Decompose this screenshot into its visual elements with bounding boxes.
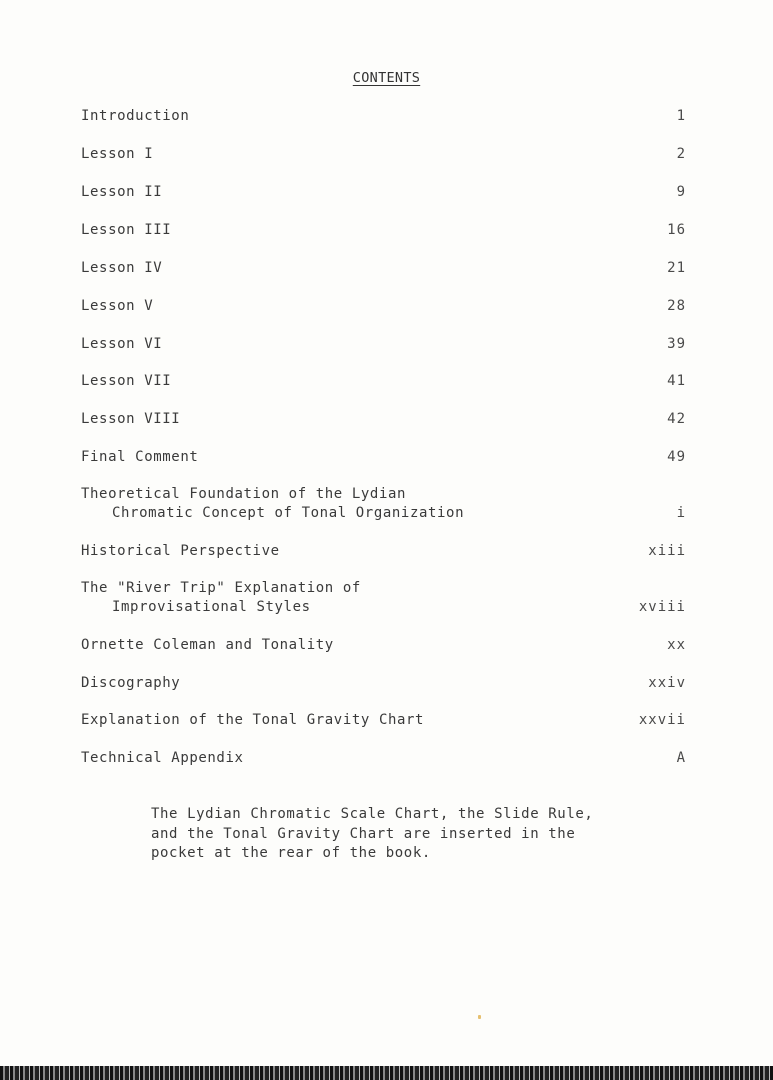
toc-page-number: 1: [676, 108, 686, 124]
toc-entry-final-comment: [81, 448, 686, 467]
toc-page-number: xxiv: [648, 675, 686, 691]
toc-entry-label: Ornette Coleman and Tonality: [81, 637, 334, 653]
toc-page-number: xxvii: [638, 712, 686, 728]
toc-entry-lesson-3: [81, 221, 686, 240]
toc-entry-label: Lesson V: [81, 298, 154, 314]
toc-entry-introduction: [81, 107, 686, 126]
toc-page-number: i: [676, 505, 686, 521]
toc-entry-lesson-1: [81, 145, 686, 164]
paper-speck: [478, 1015, 481, 1019]
toc-page-number: 21: [667, 260, 686, 276]
toc-page-number: xviii: [638, 599, 686, 615]
toc-page-number: 9: [676, 184, 686, 200]
toc-page-number: 49: [667, 449, 686, 465]
toc-entry-label: Discography: [81, 675, 181, 691]
toc-entry-label: Lesson VII: [81, 373, 172, 389]
toc-entry-label: Lesson I: [81, 146, 154, 162]
toc-entry-lesson-4: [81, 259, 686, 278]
toc-page-number: 42: [667, 411, 686, 427]
toc-entry-ornette-coleman: [81, 636, 686, 655]
toc-entry-label: Lesson VI: [81, 336, 163, 352]
toc-entry-label: Lesson IV: [81, 260, 163, 276]
toc-entry-lesson-2: [81, 183, 686, 202]
scan-edge-border: [0, 1066, 773, 1080]
toc-entry-river-trip: [81, 579, 686, 617]
toc-entry-lesson-6: [81, 335, 686, 354]
toc-entry-tonal-gravity-chart: [81, 711, 686, 730]
toc-page-number: 16: [667, 222, 686, 238]
note-line: The Lydian Chromatic Scale Chart, the Slide Rule,: [151, 806, 594, 822]
toc-entry-lesson-5: [81, 297, 686, 316]
toc-entry-label: Lesson VIII: [81, 411, 181, 427]
toc-entry-label: Lesson III: [81, 222, 172, 238]
contents-heading-text: CONTENTS: [352, 70, 421, 86]
toc-entry-lesson-7: [81, 372, 686, 391]
toc-entry-discography: [81, 674, 686, 693]
toc-page-number: 41: [667, 373, 686, 389]
toc-entry-label-continued: Chromatic Concept of Tonal Organization: [112, 505, 465, 521]
toc-page-number: 28: [667, 298, 686, 314]
toc-entry-lesson-8: [81, 410, 686, 429]
toc-entry-historical-perspective: [81, 542, 686, 561]
toc-entry-theoretical-foundation: [81, 485, 686, 523]
toc-entry-label: Technical Appendix: [81, 750, 244, 766]
toc-page-number: 39: [667, 336, 686, 352]
note-line: pocket at the rear of the book.: [151, 845, 431, 861]
toc-entry-label: Introduction: [81, 108, 190, 124]
toc-page-number: xx: [667, 637, 686, 653]
toc-page-number: 2: [676, 146, 686, 162]
toc-entry-label: Theoretical Foundation of the Lydian: [81, 486, 407, 502]
toc-entry-label: Lesson II: [81, 184, 163, 200]
toc-entry-label: Historical Perspective: [81, 543, 280, 559]
note-line: and the Tonal Gravity Chart are inserted in the: [151, 825, 576, 842]
toc-page-number: xiii: [648, 543, 686, 559]
toc-entry-label: The "River Trip" Explanation of: [81, 580, 361, 596]
toc-entry-label: Explanation of the Tonal Gravity Chart: [81, 712, 425, 728]
toc-entry-label: Final Comment: [81, 449, 199, 465]
toc-entry-technical-appendix: [81, 749, 686, 768]
contents-heading: [0, 70, 773, 86]
toc-page-number: A: [676, 750, 686, 766]
insert-note: [151, 805, 671, 864]
toc-entry-label-continued: Improvisational Styles: [112, 599, 311, 615]
